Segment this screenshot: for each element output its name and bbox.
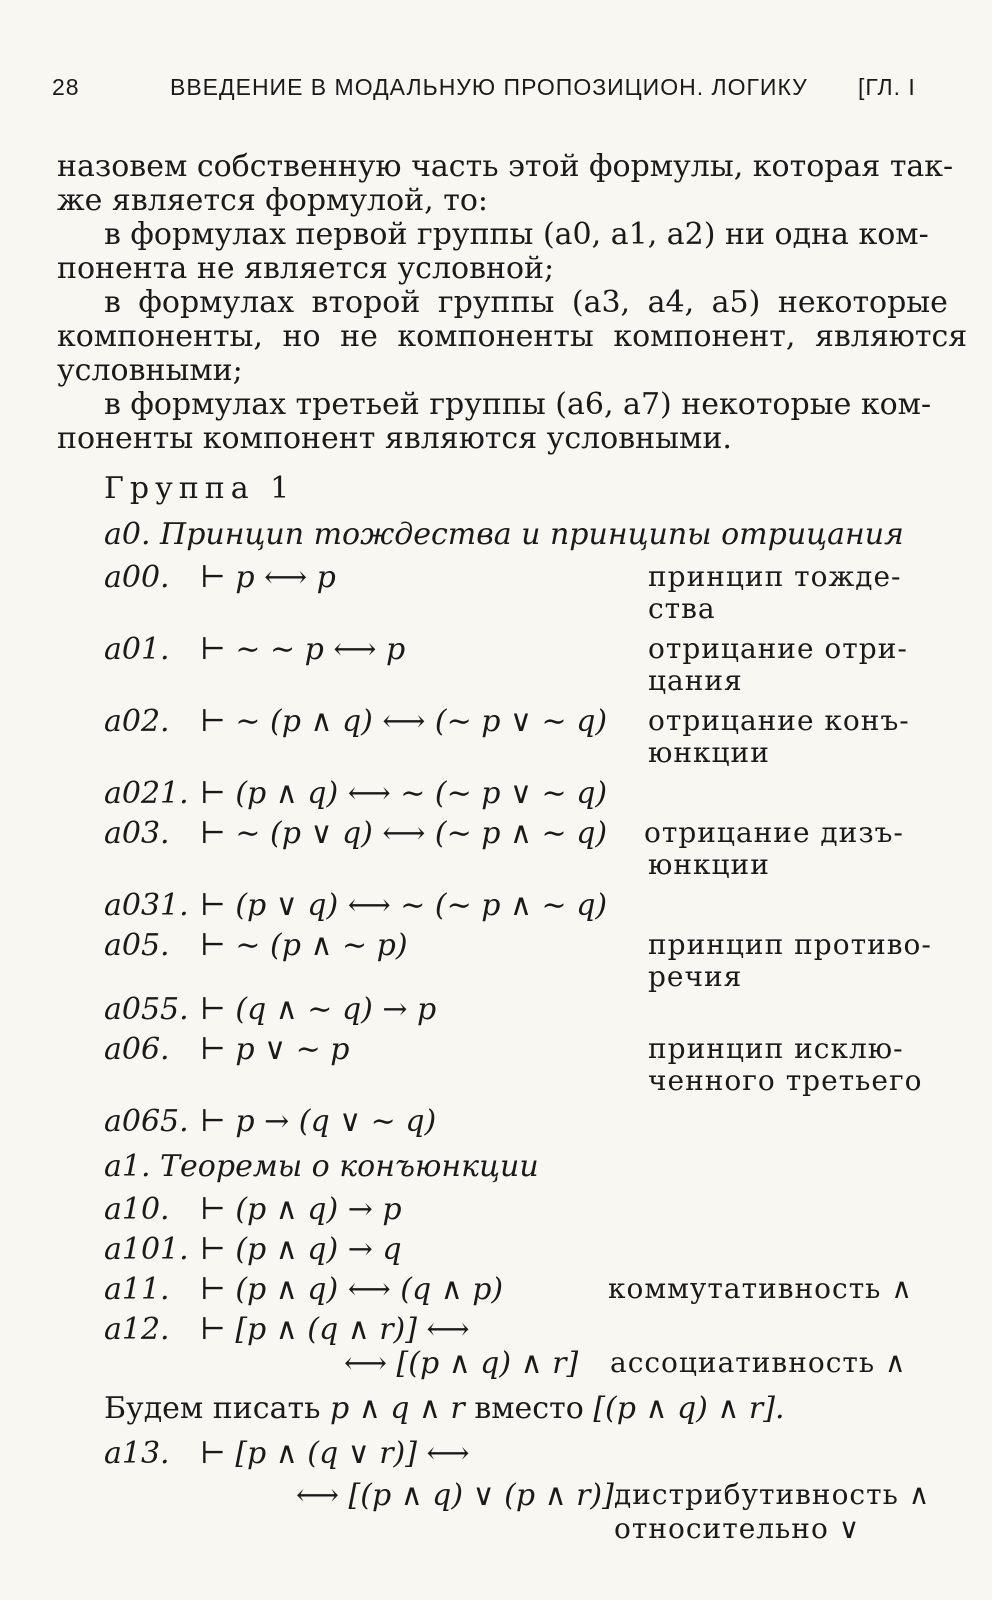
theorem-comment: принцип противо- [648, 928, 932, 961]
theorem-label: a031. [104, 888, 189, 923]
theorem-comment: отрицание отри- [648, 632, 908, 665]
theorem-label: a065. [104, 1104, 189, 1139]
theorem-label: a12. [104, 1312, 170, 1347]
theorem-formula: ⊢ (q ∧ ∼ q) → p [200, 992, 437, 1027]
theorem-comment: отрицание дизъ- [644, 816, 904, 849]
theorem-label: a02. [104, 704, 170, 739]
convention-expr: [(p ∧ q) ∧ r]. [593, 1391, 785, 1426]
page-number: 28 [52, 74, 80, 100]
intro-line: в формулах третьей группы (a6, a7) некоторые ком- [104, 387, 932, 422]
theorem-comment: коммутативность ∧ [608, 1272, 913, 1305]
theorem-formula: ⊢ ∼ (p ∨ q) ⟷ (∼ p ∧ ∼ q) [200, 816, 608, 851]
intro-line: назовем собственную часть этой формулы, которая так- [57, 149, 954, 184]
theorem-label: a13. [104, 1436, 170, 1471]
convention-expr: p ∧ q ∧ r [329, 1391, 465, 1426]
theorem-formula: ⊢ (p ∧ q) → p [200, 1192, 402, 1227]
group-title: Группа 1 [104, 471, 296, 506]
theorem-label: a05. [104, 928, 170, 963]
intro-line: же является формулой, то: [57, 183, 488, 218]
theorem-formula: ⊢ (p ∧ q) → q [200, 1232, 402, 1267]
theorem-label: a03. [104, 816, 170, 851]
intro-line: в формулах первой группы (a0, a1, a2) ни одна ком- [104, 217, 929, 252]
theorem-formula: ⊢ p ∨ ∼ p [200, 1032, 350, 1067]
intro-line: понента не является условной; [57, 251, 555, 286]
convention-line [104, 1392, 784, 1426]
theorem-comment: речия [648, 960, 743, 993]
theorem-comment: относительно ∨ [614, 1512, 861, 1545]
theorem-formula-continuation: ⟷ [(p ∧ q) ∨ (p ∧ r)] [296, 1478, 614, 1513]
section-heading-a0: a0. Принцип тождества и принципы отрицания [104, 517, 904, 552]
intro-line: условными; [57, 353, 243, 388]
theorem-comment: ства [648, 592, 716, 625]
convention-prefix: Будем писать [104, 1391, 321, 1426]
theorem-label: a021. [104, 776, 189, 811]
theorem-formula: ⊢ ∼ ∼ p ⟷ p [200, 632, 406, 667]
theorem-label: a101. [104, 1232, 189, 1267]
theorem-comment: юнкции [648, 736, 770, 769]
theorem-comment: юнкции [648, 848, 770, 881]
theorem-comment: дистрибутивность ∧ [614, 1478, 931, 1511]
theorem-formula: ⊢ p → (q ∨ ∼ q) [200, 1104, 437, 1139]
theorem-formula-continuation: ⟷ [(p ∧ q) ∧ r] [344, 1346, 579, 1381]
theorem-formula: ⊢ p ⟷ p [200, 560, 336, 595]
theorem-formula: ⊢ ∼ (p ∧ q) ⟷ (∼ p ∨ ∼ q) [200, 704, 608, 739]
chapter-marker: [ГЛ. I [858, 74, 916, 100]
theorem-comment: ченного третьего [648, 1064, 923, 1097]
theorem-label: a055. [104, 992, 189, 1027]
theorem-label: a00. [104, 560, 170, 595]
theorem-label: a10. [104, 1192, 170, 1227]
theorem-formula: ⊢ (p ∧ q) ⟷ (q ∧ p) [200, 1272, 504, 1307]
theorem-label: a01. [104, 632, 170, 667]
running-title: ВВЕДЕНИЕ В МОДАЛЬНУЮ ПРОПОЗИЦИОН. ЛОГИКУ [170, 74, 808, 100]
theorem-comment: цания [648, 664, 743, 697]
convention-mid: вместо [474, 1391, 584, 1426]
theorem-formula: ⊢ [p ∧ (q ∨ r)] ⟷ [200, 1436, 470, 1471]
theorem-comment: ассоциативность ∧ [610, 1346, 907, 1379]
theorem-label: a06. [104, 1032, 170, 1067]
theorem-comment: отрицание конъ- [648, 704, 910, 737]
intro-line: поненты компонент являются условными. [57, 421, 732, 456]
intro-line: компоненты, но не компоненты компонент, являются [57, 319, 968, 354]
intro-line: в формулах второй группы (a3, a4, a5) некоторые [104, 285, 948, 320]
section-heading-a1: a1. Теоремы о конъюнкции [104, 1149, 539, 1184]
theorem-formula: ⊢ [p ∧ (q ∧ r)] ⟷ [200, 1312, 470, 1347]
theorem-comment: принцип исклю- [648, 1032, 904, 1065]
theorem-comment: принцип тожде- [648, 560, 902, 593]
theorem-label: a11. [104, 1272, 170, 1307]
theorem-formula: ⊢ (p ∨ q) ⟷ ∼ (∼ p ∧ ∼ q) [200, 888, 608, 923]
theorem-formula: ⊢ ∼ (p ∧ ∼ p) [200, 928, 408, 963]
theorem-formula: ⊢ (p ∧ q) ⟷ ∼ (∼ p ∨ ∼ q) [200, 776, 608, 811]
